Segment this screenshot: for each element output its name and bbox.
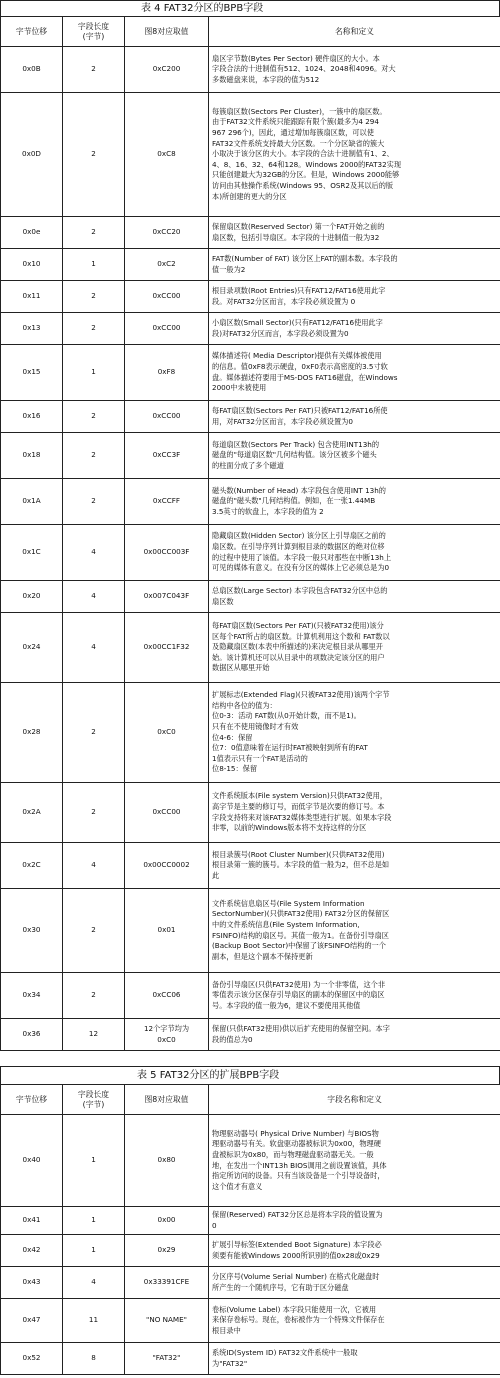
table-row [1, 47, 500, 93]
definition-line: 文件系统信息扇区号(File System Information [212, 898, 365, 908]
definition-line: 所产生的一个随机序号，它有助于区分磁盘 [212, 1282, 349, 1292]
definition-line: 扩展引导标签(Extended Boot Signature) 本字段必 [212, 1239, 382, 1249]
table-row [1, 401, 500, 433]
length-cell: 2 [63, 313, 125, 345]
value-cell: 0x29 [125, 1235, 209, 1267]
table-4-caption: 表 4 FAT32分区的BPB字段 [0, 0, 500, 16]
definition-line: 每FAT扇区数(Sectors Per FAT)只被FAT12/FAT16所使 [212, 405, 388, 415]
value-cell: 0xC8 [125, 93, 209, 217]
value-cell: 0x00CC1F32 [125, 613, 209, 683]
definition-line: 1值表示只有一个FAT是活动的 [212, 753, 308, 763]
length-cell: 8 [63, 1343, 125, 1375]
definition-line: (Backup Boot Sector)中保留了该FSINFO结构的一个 [212, 941, 386, 951]
length-cell: 2 [63, 401, 125, 433]
definition-line: 可见的媒体有意义。在没有分区的媒体上它必须总是为0 [212, 563, 390, 573]
definition-line: 磁盘的"磁头数"几何结构值。例如，在一张1.44MB [212, 496, 376, 506]
definition-line: 根目录项数(Root Entries)只有FAT12/FAT16使用此字 [212, 285, 386, 295]
value-cell: 0x33391CFE [125, 1267, 209, 1299]
length-cell: 1 [63, 249, 125, 281]
definition-line: 多数磁盘来说，本字段的值为512 [212, 74, 320, 84]
definition-cell [209, 1343, 500, 1375]
definition-line: 每FAT扇区数(Sectors Per FAT)(只被FAT32使用)该分 [212, 621, 384, 631]
definition-line: 4、8、16、32、64和128。Windows 2000的FAT32实现 [212, 159, 402, 169]
value-cell: 0xF8 [125, 345, 209, 401]
definition-line: 备份引导扇区(只供FAT32使用) 为一个非零值，这个非 [212, 979, 386, 989]
value-cell: "FAT32" [125, 1343, 209, 1375]
definition-line: 位0-3：活动 FAT数(从0开始计数，而不是1)。 [212, 711, 361, 721]
definition-line: FAT数(Number of FAT) 该分区上FAT的副本数。本字段的 [212, 253, 398, 263]
definition-line: 位4-6：保留 [212, 732, 253, 742]
offset-cell: 0x10 [1, 249, 63, 281]
table-row [1, 613, 500, 683]
value-cell: 0x00 [125, 1207, 209, 1235]
definition-line: 保留(Reserved) FAT32分区总是将本字段的值设置为 [212, 1209, 383, 1219]
offset-cell: 0x52 [1, 1343, 63, 1375]
definition-line: 数据区从哪里开始 [212, 663, 270, 673]
table-4-grid [0, 16, 500, 1051]
definition-cell [209, 217, 500, 249]
definition-line: 中的文件系统信息(File System Information, [212, 919, 360, 929]
definition-line: 须要有能被Windows 2000所识别的值0x28或0x29 [212, 1250, 380, 1260]
table-row [1, 345, 500, 401]
definition-line: 扇区字节数(Bytes Per Sector) 硬件扇区的大小。本 [212, 53, 380, 63]
table-row [1, 281, 500, 313]
definition-cell [209, 613, 500, 683]
length-cell: 11 [63, 1299, 125, 1343]
table-row [1, 581, 500, 613]
definition-cell [209, 47, 500, 93]
value-cell: 0x00CC0002 [125, 843, 209, 889]
offset-cell: 0x20 [1, 581, 63, 613]
offset-cell: 0x16 [1, 401, 63, 433]
length-cell: 2 [63, 973, 125, 1019]
value-cell: 0xCC00 [125, 401, 209, 433]
offset-cell: 0x41 [1, 1207, 63, 1235]
definition-line: 地，在发出一个INT13h BIOS调用之前设置该值，具体 [212, 1160, 387, 1170]
value-cell: 0x80 [125, 1115, 209, 1207]
definition-line: 盘。媒体描述符要用于MS-DOS FAT16磁盘，在Windows [212, 372, 398, 382]
length-cell: 2 [63, 93, 125, 217]
table-4-body [1, 47, 500, 1051]
definition-line: 卷标(Volume Label) 本字段只能使用一次，它被用 [212, 1304, 377, 1314]
definition-line: 盘被标识为0x80，而与物理磁盘驱动器无关。一般 [212, 1149, 374, 1159]
length-cell: 4 [63, 525, 125, 581]
definition-line: 此 [212, 870, 220, 880]
table-4-header-row [1, 17, 500, 47]
offset-cell: 0x0B [1, 47, 63, 93]
definition-line: 隐藏扇区数(Hidden Sector) 该分区上引导扇区之前的 [212, 531, 386, 541]
length-cell: 2 [63, 281, 125, 313]
definition-cell [209, 1235, 500, 1267]
table-row [1, 1267, 500, 1299]
length-cell: 4 [63, 843, 125, 889]
definition-cell [209, 401, 500, 433]
table-row [1, 889, 500, 973]
length-cell: 4 [63, 613, 125, 683]
definition-line: 的过程中使用了该值。本字段一般只对那些在中断13h上 [212, 552, 392, 562]
value-cell: 0xC2 [125, 249, 209, 281]
definition-line: 3.5英寸的软盘上，本字段的值为 2 [212, 506, 324, 516]
length-cell: 2 [63, 47, 125, 93]
table-5-grid [0, 1084, 500, 1375]
value-cell: 0xCC00 [125, 281, 209, 313]
table-row [1, 1207, 500, 1235]
value-cell: 0xCC3F [125, 433, 209, 479]
definition-cell [209, 889, 500, 973]
definition-line: 位7：0值意味着在运行时FAT被映射到所有的FAT [212, 743, 368, 753]
offset-cell: 0x28 [1, 683, 63, 783]
table-5-caption: 表 5 FAT32分区的扩展BPB字段 [0, 1066, 500, 1084]
definition-line: 2000中未被使用 [212, 383, 267, 393]
value-cell: 0x01 [125, 889, 209, 973]
offset-cell: 0x13 [1, 313, 63, 345]
offset-cell: 0x30 [1, 889, 63, 973]
offset-cell: 0x40 [1, 1115, 63, 1207]
definition-line: 每簇扇区数(Sectors Per Cluster)，一簇中的扇区数。 [212, 106, 387, 116]
definition-line: 值一般为2 [212, 264, 246, 274]
definition-cell [209, 843, 500, 889]
definition-line: 媒体描述符( Media Descriptor)提供有关媒体被使用 [212, 351, 382, 361]
definition-line: 及隐藏扇区数(本表中所描述的)来决定根目录从哪里开 [212, 642, 383, 652]
length-cell: 4 [63, 581, 125, 613]
definition-line: 根目录簇号(Root Cluster Number)(只供FAT32使用) [212, 849, 385, 859]
table-row [1, 973, 500, 1019]
offset-cell: 0x42 [1, 1235, 63, 1267]
length-cell: 1 [63, 1207, 125, 1235]
definition-line: 理驱动器号有关。软盘驱动器被标识为0x00，物理硬 [212, 1139, 381, 1149]
definition-cell [209, 479, 500, 525]
length-cell: 12 [63, 1019, 125, 1051]
header-value: 图8对应取值 [125, 1085, 209, 1115]
definition-cell [209, 683, 500, 783]
definition-line: 为"FAT32" [212, 1358, 248, 1368]
definition-cell [209, 1115, 500, 1207]
length-cell: 2 [63, 889, 125, 973]
definition-cell [209, 345, 500, 401]
offset-cell: 0x2A [1, 783, 63, 843]
definition-line: 文件系统版本(File system Version)只供FAT32使用， [212, 791, 388, 801]
definition-line: 结构中各位的值为： [212, 700, 277, 710]
length-cell: 2 [63, 479, 125, 525]
header-length: 字段长度 (字节) [63, 17, 125, 47]
table-row [1, 683, 500, 783]
table-row [1, 783, 500, 843]
definition-line: 小扇区数(Small Sector)(只有FAT12/FAT16使用此字 [212, 317, 383, 327]
definition-line: SectorNumber)(只供FAT32使用) FAT32分区的保留区 [212, 909, 390, 919]
table-row [1, 313, 500, 345]
table-row [1, 525, 500, 581]
definition-cell [209, 525, 500, 581]
definition-cell [209, 973, 500, 1019]
offset-cell: 0x2C [1, 843, 63, 889]
value-cell: 0x007C043F [125, 581, 209, 613]
table-5-header-row [1, 1085, 500, 1115]
definition-line: 字段支持将来对该FAT32媒体类型进行扩展。如果本字段 [212, 812, 392, 822]
value-cell: 0xCCFF [125, 479, 209, 525]
definition-line: 0 [212, 1220, 217, 1230]
definition-cell [209, 1299, 500, 1343]
table-row [1, 249, 500, 281]
header-definition: 字段名称和定义 [209, 1085, 500, 1115]
value-cell: 0xC0 [125, 683, 209, 783]
header-offset: 字节位移 [1, 1085, 63, 1115]
definition-line: 来保存卷标号。现在，卷标被作为一个特殊文件保存在 [212, 1315, 385, 1325]
table-row [1, 1019, 500, 1051]
definition-cell [209, 581, 500, 613]
definition-cell [209, 93, 500, 217]
length-cell: 4 [63, 1267, 125, 1299]
table-row [1, 479, 500, 525]
offset-cell: 0x47 [1, 1299, 63, 1343]
definition-line: 967 296个)，因此，通过增加每簇扇区数，可以使 [212, 128, 374, 138]
definition-cell [209, 1267, 500, 1299]
table-row [1, 433, 500, 479]
definition-line: 本)所创建的更大的分区 [212, 191, 287, 201]
definition-line: 用，对FAT32分区而言，本字段必须设置为0 [212, 416, 353, 426]
table-row [1, 843, 500, 889]
length-cell: 2 [63, 433, 125, 479]
table-row [1, 217, 500, 249]
value-cell: 0xCC00 [125, 783, 209, 843]
definition-line: 每道扇区数(Sectors Per Track) 包含使用INT13h的 [212, 439, 380, 449]
length-cell: 1 [63, 1115, 125, 1207]
length-cell: 1 [63, 1235, 125, 1267]
definition-line: 高字节是主要的修订号，而低字节是次要的修订号。本 [212, 801, 385, 811]
definition-line: 由于FAT32文件系统只能跟踪有限个簇(最多为4 294 [212, 117, 379, 127]
value-cell: 0xC200 [125, 47, 209, 93]
definition-line: 段的值总为0 [212, 1034, 253, 1044]
definition-line: 保留(只供FAT32使用)供以后扩充使用的保留空间。本字 [212, 1023, 390, 1033]
definition-cell [209, 249, 500, 281]
definition-line: FSINFO)结构的扇区号。其值一般为1。在备份引导扇区 [212, 930, 389, 940]
definition-line: 扇区数 [212, 596, 234, 606]
definition-line: 非零，以前的Windows版本将不支持这样的分区 [212, 823, 367, 833]
header-length: 字段长度 (字节) [63, 1085, 125, 1115]
offset-cell: 0x15 [1, 345, 63, 401]
offset-cell: 0x18 [1, 433, 63, 479]
definition-line: 物理驱动器号( Physical Drive Number) 与BIOS物 [212, 1128, 379, 1138]
definition-line: 总扇区数(Large Sector) 本字段包含FAT32分区中总的 [212, 585, 388, 595]
offset-cell: 0x0D [1, 93, 63, 217]
definition-line: 只能创建最大为32GB的分区。但是，Windows 2000能够 [212, 170, 400, 180]
definition-line: 根目录第一簇的簇号。本字段的值一般为2，但不总是如 [212, 860, 390, 870]
table-row [1, 1299, 500, 1343]
definition-cell [209, 783, 500, 843]
definition-line: 扇区数。在引导序列计算到根目录的数据区的绝对位移 [212, 541, 385, 551]
length-cell: 1 [63, 345, 125, 401]
offset-cell: 0x1C [1, 525, 63, 581]
header-definition: 名称和定义 [209, 17, 500, 47]
definition-line: 扇区数，包括引导扇区。本字段的十进制值一般为32 [212, 232, 380, 242]
offset-cell: 0x34 [1, 973, 63, 1019]
value-cell: 0xCC00 [125, 313, 209, 345]
definition-line: 小取决于该分区的大小。本字段的合法十进制值有1、2、 [212, 149, 394, 159]
table-row [1, 1343, 500, 1375]
definition-line: 副本，但是这个副本不保持更新 [212, 951, 313, 961]
value-cell: 0xCC06 [125, 973, 209, 1019]
definition-line: 访问由其他操作系统(Windows 95、OSR2及其以后的版 [212, 180, 394, 190]
header-offset: 字节位移 [1, 17, 63, 47]
definition-line: 号。本字段的值一般为6，建议不要使用其他值 [212, 1000, 361, 1010]
definition-cell [209, 1207, 500, 1235]
definition-line: 始。该计算机还可以从目录中的项数决定该分区的用户 [212, 652, 385, 662]
length-cell: 2 [63, 217, 125, 249]
definition-cell [209, 433, 500, 479]
length-cell: 2 [63, 783, 125, 843]
table-row [1, 1235, 500, 1267]
table-row [1, 93, 500, 217]
definition-line: 磁头数(Number of Head) 本字段包含使用INT 13h的 [212, 485, 386, 495]
definition-line: 零值表示该分区保存引导扇区的副本的保留区中的扇区 [212, 990, 385, 1000]
definition-line: 的信息。值0xF8表示硬盘，0xF0表示高密度的3.5寸软 [212, 361, 388, 371]
definition-cell [209, 1019, 500, 1051]
definition-line: 指定所访问的设备。只有当该设备是一个引导设备时， [212, 1171, 385, 1181]
definition-line: 段)对FAT32分区而言，本字段必须设置为0 [212, 328, 349, 338]
definition-line: 区每个FAT所占的扇区数。计算机利用这个数和 FAT数以 [212, 631, 390, 641]
offset-cell: 0x1A [1, 479, 63, 525]
offset-cell: 0x24 [1, 613, 63, 683]
header-value: 图8对应取值 [125, 17, 209, 47]
value-cell: 0x00CC003F [125, 525, 209, 581]
definition-line: 这个值才有意义 [212, 1181, 263, 1191]
offset-cell: 0x0e [1, 217, 63, 249]
definition-line: 系统ID(System ID) FAT32文件系统中一般取 [212, 1347, 358, 1357]
offset-cell: 0x11 [1, 281, 63, 313]
definition-line: 的柱面分成了多个磁道 [212, 460, 284, 470]
value-cell: 12个字节均为 0xC0 [125, 1019, 209, 1051]
offset-cell: 0x36 [1, 1019, 63, 1051]
value-cell: 0xCC20 [125, 217, 209, 249]
table-5 [0, 1066, 500, 1375]
definition-cell [209, 313, 500, 345]
definition-line: 字段合法的十进制值有512、1024、2048和4096。对大 [212, 64, 396, 74]
definition-cell [209, 281, 500, 313]
table-5-body [1, 1115, 500, 1375]
definition-line: 分区序号(Volume Serial Number) 在格式化磁盘时 [212, 1271, 380, 1281]
definition-line: 段。对FAT32分区而言，本字段必须设置为 0 [212, 296, 356, 306]
definition-line: FAT32文件系统支持最大分区数。一个分区缺省的簇大 [212, 138, 385, 148]
offset-cell: 0x43 [1, 1267, 63, 1299]
length-cell: 2 [63, 683, 125, 783]
table-row [1, 1115, 500, 1207]
definition-line: 只有在不使用镜像时才有效 [212, 721, 299, 731]
value-cell: "NO NAME" [125, 1299, 209, 1343]
definition-line: 磁盘的"每道扇区数"几何结构值。该分区被多个磁头 [212, 450, 377, 460]
definition-line: 保留扇区数(Reserved Sector) 第一个FAT开始之前的 [212, 221, 385, 231]
definition-line: 位8-15：保留 [212, 764, 258, 774]
definition-line: 扩展标志(Extended Flag)(只被FAT32使用)该两个字节 [212, 690, 390, 700]
definition-line: 根目录中 [212, 1325, 241, 1335]
